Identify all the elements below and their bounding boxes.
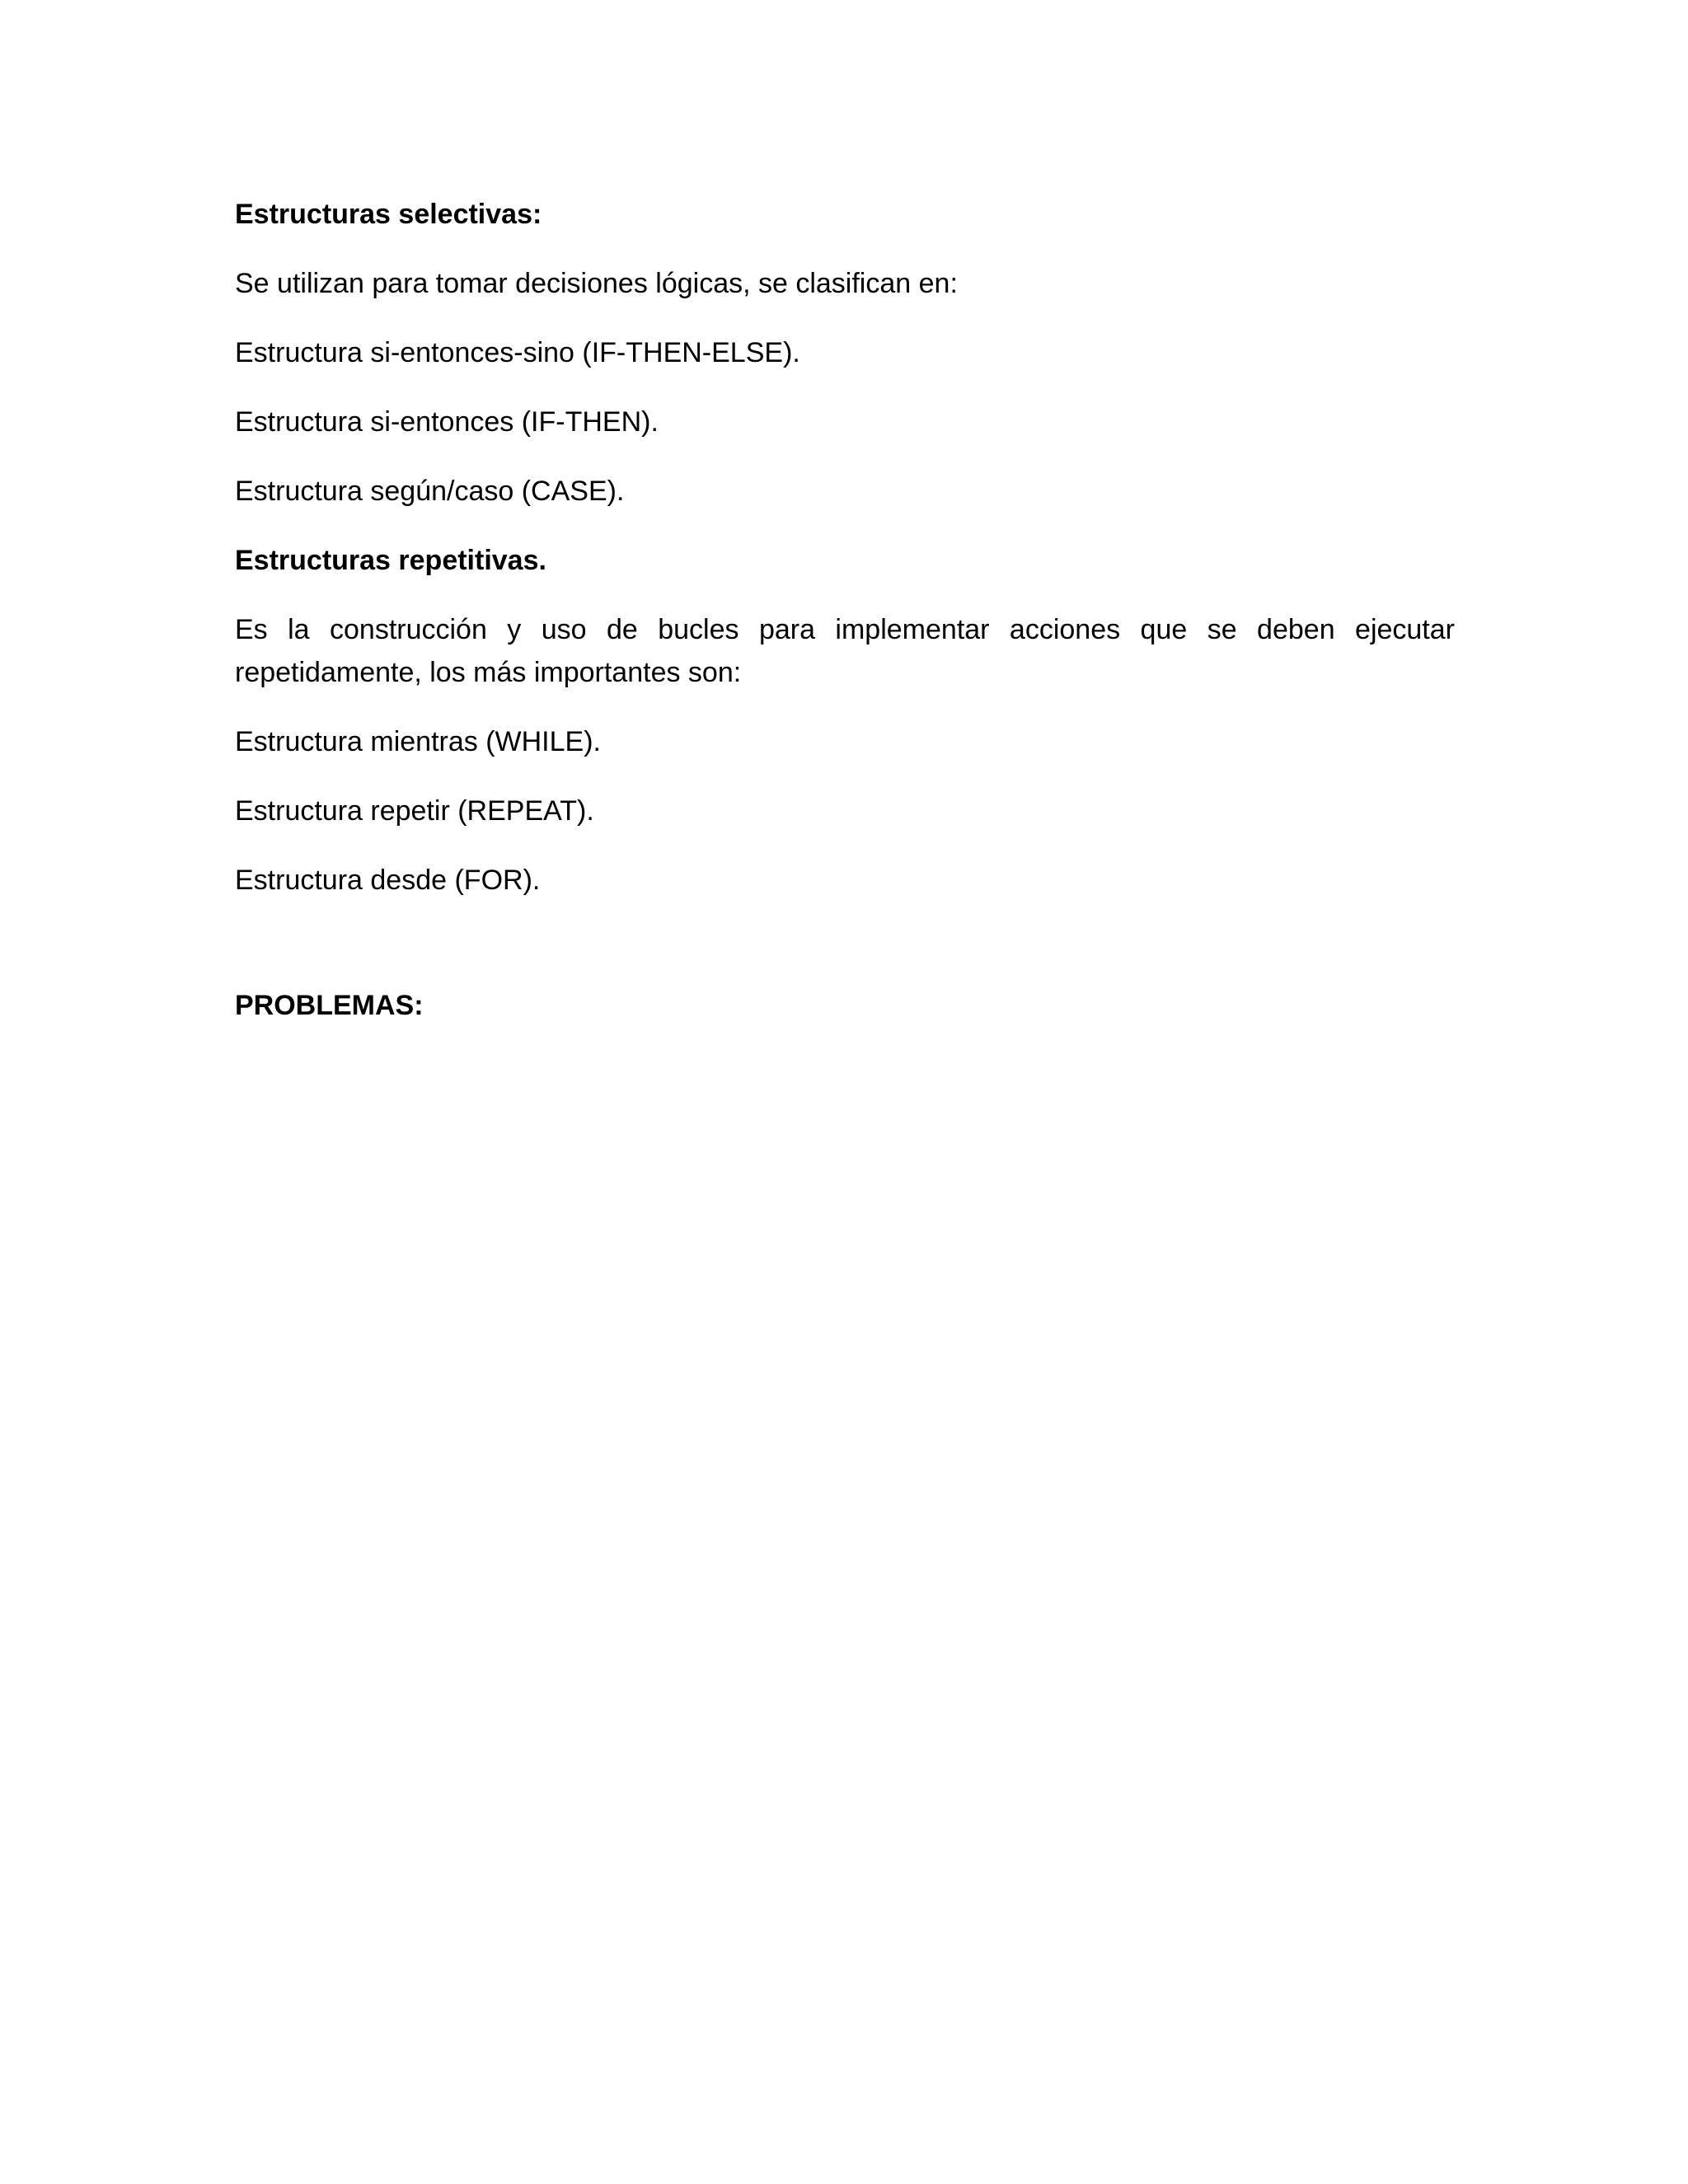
heading-estructuras-repetitivas: Estructuras repetitivas. [235,545,546,576]
list-item-if-then-else: Estructura si-entonces-sino (IF-THEN-ELSE). [235,337,800,368]
list-item-for: Estructura desde (FOR). [235,865,541,896]
list-item-if-then: Estructura si-entonces (IF-THEN). [235,406,659,438]
paragraph-intro-repetitivas: Es la construcción y uso de bucles para implementar acciones que se deben ejecutar repetidamente, los más importantes son: [235,614,1455,688]
list-item-case: Estructura según/caso (CASE). [235,476,625,507]
list-item-repeat: Estructura repetir (REPEAT). [235,795,594,827]
list-item-while: Estructura mientras (WHILE). [235,726,601,757]
paragraph-intro-selectivas: Se utilizan para tomar decisiones lógicas, se clasifican en: [235,268,958,299]
heading-estructuras-selectivas: Estructuras selectivas: [235,199,542,230]
heading-problemas: PROBLEMAS: [235,990,424,1021]
